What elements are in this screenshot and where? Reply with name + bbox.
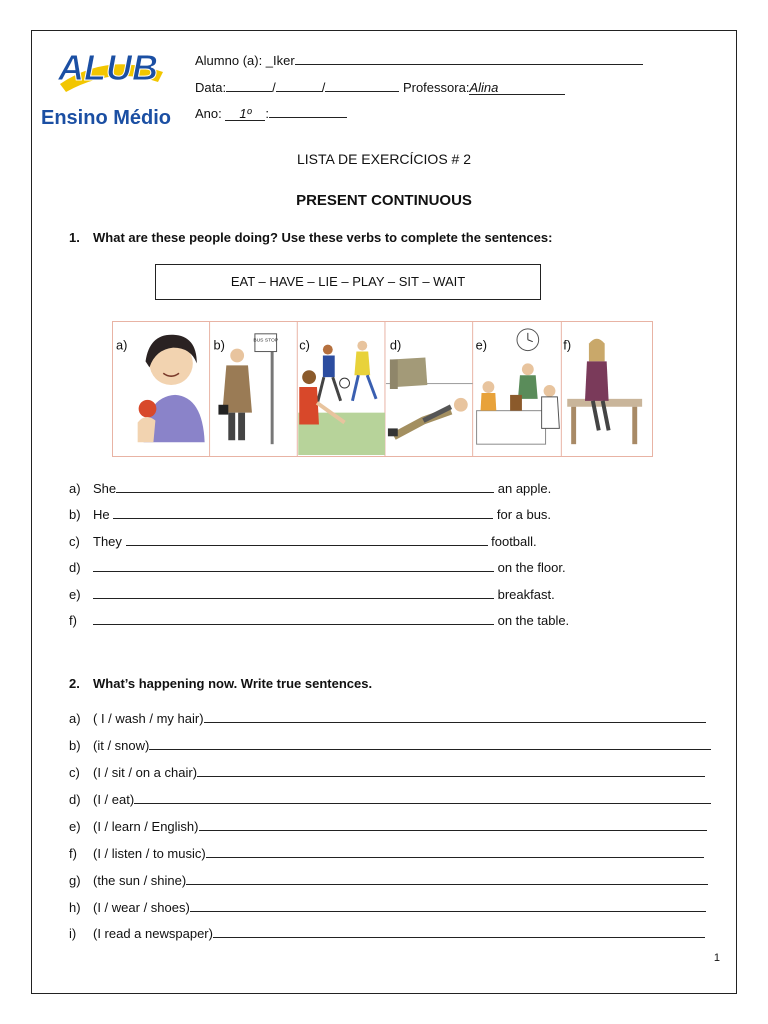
teacher-label: Professora: bbox=[402, 80, 470, 95]
bus-stop-sign-text: BUS STOP bbox=[253, 338, 279, 344]
teacher-name: Alina bbox=[469, 81, 565, 95]
exercise-2-row bbox=[69, 846, 704, 861]
exercise-2-instruction bbox=[69, 676, 372, 691]
item-label: a) bbox=[69, 711, 81, 726]
exercise-2-row bbox=[69, 792, 711, 807]
answer-blank[interactable] bbox=[204, 711, 706, 723]
topic-title: PRESENT CONTINUOUS bbox=[296, 192, 472, 209]
answer-blank[interactable] bbox=[213, 926, 705, 938]
sentence-prefix: She bbox=[93, 481, 117, 496]
answer-blank[interactable] bbox=[149, 738, 711, 750]
answer-blank[interactable] bbox=[93, 587, 494, 599]
student-name-line bbox=[295, 53, 643, 65]
date-separator: / bbox=[272, 80, 276, 95]
exercise-2-row bbox=[69, 873, 708, 888]
exercise-number: 1. bbox=[69, 230, 80, 245]
school-logo bbox=[38, 42, 178, 130]
picture-label-c: c) bbox=[299, 337, 310, 353]
sentence-row bbox=[69, 507, 551, 522]
sentence-label: d) bbox=[69, 560, 81, 575]
exercise-2-row bbox=[69, 711, 706, 726]
answer-blank[interactable] bbox=[134, 792, 711, 804]
exercise-1-instruction bbox=[69, 230, 552, 245]
answer-blank[interactable] bbox=[93, 613, 494, 625]
item-prompt: (I / sit / on a chair) bbox=[93, 765, 198, 780]
item-prompt: (I / learn / English) bbox=[93, 819, 199, 834]
picture-label-f: f) bbox=[563, 337, 572, 353]
item-prompt: (it / snow) bbox=[93, 738, 150, 753]
instruction-text: What are these people doing? Use these verbs to complete the sentences: bbox=[93, 230, 553, 245]
sentence-label: e) bbox=[69, 587, 81, 602]
svg-text:ALUB: ALUB bbox=[58, 47, 158, 88]
item-label: c) bbox=[69, 765, 80, 780]
exercise-2-row bbox=[69, 765, 705, 780]
answer-blank[interactable] bbox=[186, 873, 708, 885]
student-field bbox=[195, 53, 643, 69]
sentence-row bbox=[69, 587, 555, 602]
year-class-line bbox=[269, 106, 347, 118]
date-month-line bbox=[276, 80, 322, 92]
item-label: i) bbox=[69, 926, 77, 941]
item-label: g) bbox=[69, 873, 81, 888]
sentence-row bbox=[69, 613, 569, 628]
sentence-row bbox=[69, 534, 537, 549]
picture-label-b: b) bbox=[213, 337, 225, 353]
page-number: 1 bbox=[713, 952, 720, 964]
instruction-text: What’s happening now. Write true sentences. bbox=[93, 676, 373, 691]
item-prompt: (the sun / shine) bbox=[93, 873, 187, 888]
student-name: Iker bbox=[273, 53, 295, 68]
picture-strip bbox=[112, 321, 653, 457]
item-prompt: ( I / wash / my hair) bbox=[93, 711, 204, 726]
sentence-suffix: on the floor. bbox=[494, 560, 566, 575]
sentence-suffix: on the table. bbox=[494, 613, 570, 628]
sentence-row bbox=[69, 481, 551, 496]
answer-blank[interactable] bbox=[93, 560, 494, 572]
answer-blank[interactable] bbox=[190, 900, 706, 912]
sentence-suffix: for a bus. bbox=[493, 507, 552, 522]
verb-box: EAT – HAVE – LIE – PLAY – SIT – WAIT bbox=[155, 264, 541, 300]
year-field bbox=[195, 106, 347, 122]
item-label: f) bbox=[69, 846, 77, 861]
year-value: 1º bbox=[225, 107, 265, 121]
exercise-2-row bbox=[69, 819, 707, 834]
sentence-label: b) bbox=[69, 507, 81, 522]
date-teacher-field bbox=[195, 80, 565, 96]
answer-blank[interactable] bbox=[199, 819, 707, 831]
sentence-label: c) bbox=[69, 534, 80, 549]
exercise-number: 2. bbox=[69, 676, 80, 691]
item-prompt: (I / eat) bbox=[93, 792, 135, 807]
date-year-line bbox=[325, 80, 399, 92]
item-prompt: (I / listen / to music) bbox=[93, 846, 206, 861]
item-label: h) bbox=[69, 900, 81, 915]
answer-blank[interactable] bbox=[197, 765, 705, 777]
item-label: e) bbox=[69, 819, 81, 834]
item-prompt: (I read a newspaper) bbox=[93, 926, 213, 941]
list-title: LISTA DE EXERCÍCIOS # 2 bbox=[296, 151, 472, 167]
logo-subtitle: Ensino Médio bbox=[41, 107, 171, 129]
date-day-line bbox=[226, 80, 272, 92]
item-label: b) bbox=[69, 738, 81, 753]
exercise-2-row bbox=[69, 900, 706, 915]
picture-label-a: a) bbox=[115, 337, 128, 353]
item-label: d) bbox=[69, 792, 81, 807]
answer-blank[interactable] bbox=[113, 507, 493, 519]
sentence-suffix: an apple. bbox=[494, 481, 552, 496]
answer-blank[interactable] bbox=[116, 481, 494, 493]
year-label: Ano: bbox=[195, 106, 222, 121]
sentence-prefix: He bbox=[93, 507, 114, 522]
sentence-suffix: football. bbox=[487, 534, 537, 549]
year-separator: : bbox=[265, 106, 269, 121]
date-separator: / bbox=[321, 80, 326, 95]
exercise-2-row bbox=[69, 738, 711, 753]
picture-label-d: d) bbox=[389, 337, 402, 353]
exercise-2-row bbox=[69, 926, 705, 941]
sentence-suffix: breakfast. bbox=[494, 587, 555, 602]
answer-blank[interactable] bbox=[206, 846, 704, 858]
date-label: Data: bbox=[195, 80, 227, 95]
student-label: Alumno (a): _ bbox=[195, 53, 274, 68]
answer-blank[interactable] bbox=[126, 534, 488, 546]
picture-label-e: e) bbox=[475, 337, 488, 353]
sentence-label: a) bbox=[69, 481, 81, 496]
item-prompt: (I / wear / shoes) bbox=[93, 900, 190, 915]
sentence-label: f) bbox=[69, 613, 77, 628]
sentence-row bbox=[69, 560, 566, 575]
sentence-prefix: They bbox=[93, 534, 126, 549]
